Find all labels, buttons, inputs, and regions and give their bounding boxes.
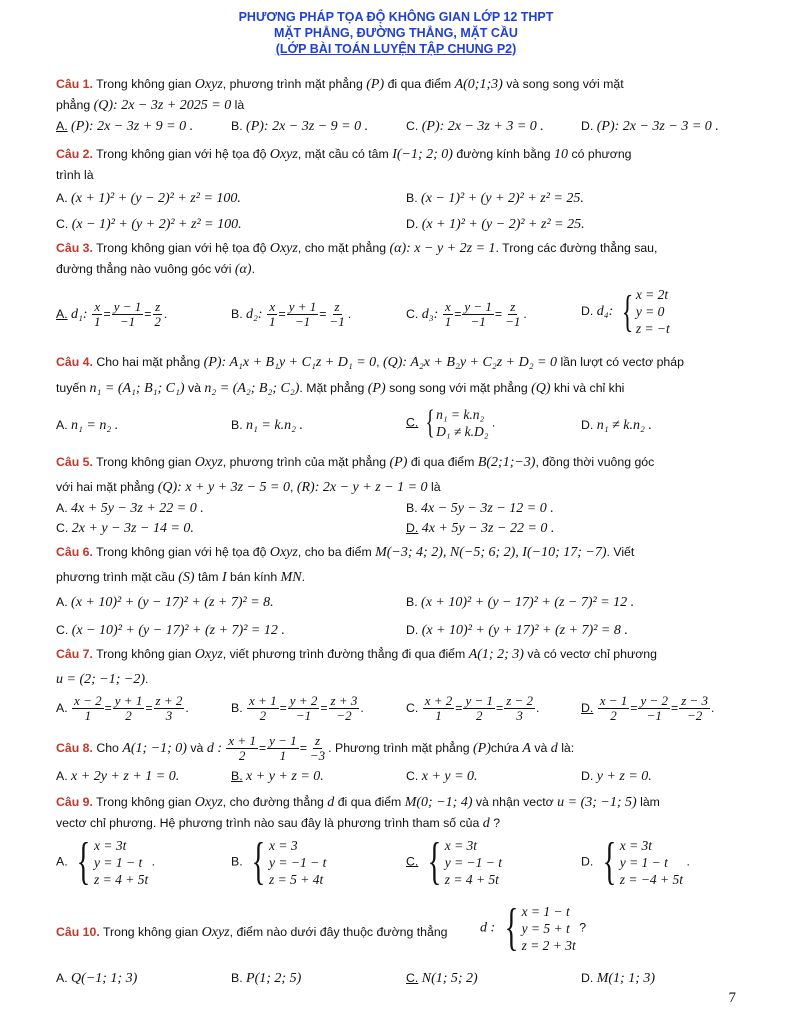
option-d[interactable]: D. (x + 10)² + (y + 17)² + (z + 7)² = 8 . [406,623,628,638]
question-text: đi qua điểm [337,795,402,809]
question-text: Trong không gian [96,795,192,809]
math: Oxyz [269,545,298,560]
question-5: Câu 5. Trong không gian Oxyz, phương trình của mặt phẳng (P) đi qua điểm B(2;1;−3), đồng thời vuông góc với hai mặt phẳng (Q): x + y + 3z − 5 = 0, (R): 2x − y + z − 1 = 0 là A. 4x + 5y − 3z + 22 = 0 . B. 4x − 5y − 3z − 12 = 0 . C. 2x + y − 3z − 14 = 0. D. 4x + 5y − 3z − 22 = 0 . [56,452,736,498]
question-text: Trong không gian [96,77,192,91]
fraction: $\frac{x - 1}{2}$ [599,693,628,723]
question-9: Câu 9. Trong không gian Oxyz, cho đường thẳng d đi qua điểm M(0; −1; 4) và nhận vectơ u = (3; −1; 5) làm vectơ chỉ phương. Hệ phương trình nào sau đây là phương trình tham số của d ? A. { x = 3t y = 1 − t z = 4 + 5t . B. { x = 3 y = −1 − t z = 5 + 4t C. { x = 3t y = −1 − t z = 4 + 5t D. { x = 3t y = 1 − t z = −4 + 5t . [56,795,690,890]
question-text: với hai mặt phẳng [56,480,155,494]
math: A(1; 2; 3) [468,647,524,662]
question-text: Trong không gian [96,647,192,661]
math: u = (2; −1; −2) [56,672,145,687]
option-c[interactable]: C. d₃: $\frac{x}{1}$ = $\frac{y - 1}{-1}$ = $\frac{z}{-1}$ . [406,299,527,329]
option-b[interactable]: B. d₂: $\frac{x}{1}$ = $\frac{y + 1}{-1}$ = $\frac{z}{-1}$ . [231,299,352,329]
option-d[interactable]: D. (P): 2x − 3z − 3 = 0 . [581,119,719,134]
math: d [550,740,558,756]
question-text: , đồng thời vuông góc [535,455,655,469]
question-text: có phương [571,147,632,161]
fraction: $\frac{y - 1}{1}$ [269,733,297,763]
math: (Q): A₂x + B₂y + C₂z + D₂ = 0 [383,355,558,370]
option-b[interactable]: B. x + y + z = 0. [231,769,324,784]
math: 10 [554,147,569,162]
math: n₁ = (A₁; B₁; C₁) [89,381,185,396]
option-a[interactable]: A. x + 2y + z + 1 = 0. [56,769,180,784]
math: Oxyz [194,647,223,662]
question-text: là [430,480,441,494]
fraction: $\frac{x + 1}{2}$ [228,733,256,763]
question-text: , cho ba điểm [297,545,372,559]
option-b[interactable]: B. { x = 3 y = −1 − t z = 5 + 4t [231,833,327,890]
fraction: $\frac{z - 2}{3}$ [506,693,534,723]
equation-system: { x = 3t y = 1 − t z = 4 + 5t [76,833,149,890]
option-a[interactable]: A. n₁ = n₂ . [56,418,119,433]
math: (α) [234,262,252,277]
header-subtitle-2: (LỚP BÀI TOÁN LUYỆN TẬP CHUNG P2) [275,42,517,56]
question-text: phương trình mặt cầu [56,570,175,584]
question-text: và có vectơ chỉ phương [527,647,657,661]
option-c[interactable]: C. N(1; 5; 2) [406,971,478,986]
math: d [482,816,490,831]
fraction: $\frac{z}{-1}$ [329,299,345,329]
option-c[interactable]: C. (x − 10)² + (y − 17)² + (z + 7)² = 12 . [56,623,285,638]
fraction: $\frac{x}{1}$ [94,299,101,329]
fraction: $\frac{y + 1}{-1}$ [288,299,317,329]
question-text: làm [640,795,660,809]
option-d[interactable]: D. y + z = 0. [581,769,652,784]
question-7: Câu 7. Trong không gian Oxyz, viết phương trình đường thẳng đi qua điểm A(1; 2; 3) và có vectơ chỉ phương u = (2; −1; −2). A. $\frac{x - 2}{1}$ = $\frac{y + 1}{2}$ = $\frac{z + 2}{3}$ . B. $\frac{x + 1}{2}$ = $\frac{y + 2}{-1}$ = $\frac{z + 3}{-2}$ . C. $\frac{x + 2}{1}$ = $\frac{y - 1}{2}$ = $\frac{z - 2}{3}$ . D. $\frac{x - 1}{2}$ = $\frac{y - 2}{-1}$ = $\frac{z - 3}{-2}$ . [56,647,715,723]
fraction: $\frac{z}{2}$ [154,299,161,329]
option-b[interactable]: B. 4x − 5y − 3z − 12 = 0 . [406,501,554,516]
math: (P): A₁x + B₁y + C₁z + D₁ = 0 [203,355,377,370]
equation-system: { x = 1 − t y = 5 + t z = 2 + 3t [504,899,576,956]
fraction: $\frac{x + 1}{2}$ [249,693,277,723]
math: u = (3; −1; 5) [557,795,637,810]
math: (Q): 2x − 3z + 2025 = 0 [93,98,232,113]
question-3 [56,238,736,336]
question-label: Câu 6. [56,545,93,559]
option-d[interactable]: D. n₁ ≠ k.n₂ . [581,418,652,433]
fraction: $\frac{y - 1}{-1}$ [113,299,142,329]
question-label: Câu 8. [56,740,93,755]
question-label: Câu 2. [56,147,93,161]
option-d[interactable]: D. 4x + 5y − 3z − 22 = 0 . [406,521,555,536]
fraction: $\frac{x + 2}{1}$ [424,693,453,723]
fraction: $\frac{x}{1}$ [444,299,452,329]
option-c[interactable]: C. (P): 2x − 3z + 3 = 0 . [406,119,544,134]
option-c[interactable]: C. { n₁ = k.n₂ D₁ ≠ k.D₂ . [406,404,496,441]
option-a[interactable]: A. { x = 3t y = 1 − t z = 4 + 5t . [56,833,156,890]
question-text: đi qua điểm [410,455,475,469]
question-text: và nhận vectơ [475,795,554,809]
question-label: Câu 5. [56,455,93,469]
math: Oxyz [194,795,223,810]
fraction: $\frac{z}{-1}$ [505,299,521,329]
fraction: $\frac{z + 2}{3}$ [155,693,183,723]
question-text: Trong không gian [102,925,199,939]
math: Oxyz [269,147,298,162]
option-b[interactable]: B. P(1; 2; 5) [231,971,302,986]
fraction: $\frac{y - 1}{-1}$ [464,299,492,329]
question-text: . [251,262,255,276]
math: Oxyz [269,241,298,256]
question-label: Câu 4. [56,355,93,369]
option-a[interactable]: A. 4x + 5y − 3z + 22 = 0 . [56,501,204,516]
question-text: , cho đường thẳng [222,795,324,809]
option-a[interactable]: A. $\frac{x - 2}{1}$ = $\frac{y + 1}{2}$ = $\frac{z + 2}{3}$ . [56,693,189,723]
question-text: . Phương trình mặt phẳng [328,740,470,755]
math: (P) [367,381,386,396]
math: A(0;1;3) [454,77,503,92]
question-text: , viết phương trình đường thẳng đi qua điểm [222,647,466,661]
question-label: Câu 7. [56,647,93,661]
math: (P) [472,740,491,756]
question-text: Trong không gian với hệ tọa độ [96,241,267,255]
question-text: lần lượt có vectơ pháp [560,355,684,369]
option-d[interactable]: D. d₄: { x = 2t y = 0 z = −t [581,286,670,336]
option-b[interactable]: B. (x + 10)² + (y − 17)² + (z − 7)² = 12 . [406,595,635,610]
math: B(2;1;−3) [477,455,536,470]
math: I [221,570,227,585]
question-text: khi và chỉ khi [554,381,625,395]
math: n₂ = (A₂; B₂; C₂) [204,381,300,396]
question-text: là [234,98,245,112]
equation-system: { x = 2t y = 0 z = −t [621,286,670,336]
question-text: , cho mặt phẳng [297,241,387,255]
question-text: Cho [96,740,119,755]
option-d[interactable]: D. (x + 1)² + (y − 2)² + z² = 25. [406,217,585,232]
math: d : [480,920,496,936]
fraction: $\frac{z + 3}{-2}$ [330,693,358,723]
question-1 [56,74,736,134]
question-label: Câu 3. [56,241,93,255]
math: MN [280,570,302,585]
question-text: , điểm nào dưới đây thuộc đường thẳng [229,925,448,939]
math: Oxyz [194,77,223,92]
question-text: phẳng [56,98,91,112]
question-2 [56,144,736,232]
question-text: đi qua điểm [387,77,452,91]
option-b[interactable]: B. n₁ = k.n₂ . [231,418,303,433]
question-text: Cho hai mặt phẳng [96,355,201,369]
option-a[interactable]: A. (x + 1)² + (y − 2)² + z² = 100. [56,191,241,206]
question-label: Câu 9. [56,795,93,809]
option-c[interactable]: C. x + y = 0. [406,769,478,784]
option-c[interactable]: C. 2x + y − 3z − 14 = 0. [56,521,194,536]
math: Oxyz [194,455,223,470]
question-6: Câu 6. Trong không gian với hệ tọa độ Oxyz, cho ba điểm M(−3; 4; 2), N(−5; 6; 2), I(−10; 17; −7). Viết phương trình mặt cầu (S) tâm I bán kính MN. A. (x + 10)² + (y − 17)² + (z + 7)² = 8. B. (x + 10)² + (y − 17)² + (z − 7)² = 12 . C. (x − 10)² + (y − 17)² + (z + 7)² = 12 . D. (x + 10)² + (y + 17)² + (z + 7)² = 8 . [56,542,736,588]
question-text: bán kính [230,570,278,584]
math: Oxyz [201,925,230,940]
option-a[interactable]: A. (P): 2x − 3z + 9 = 0 . [56,119,194,134]
question-label: Câu 10. [56,925,100,939]
option-c[interactable]: C. $\frac{x + 2}{1}$ = $\frac{y - 1}{2}$ = $\frac{z - 2}{3}$ . [406,693,540,723]
equation-system: { x = 3t y = −1 − t z = 4 + 5t [427,833,503,890]
question-text: Trong không gian với hệ tọa độ [96,147,267,161]
question-10: Câu 10. Trong không gian Oxyz, điểm nào dưới đây thuộc đường thẳng d : { x = 1 − t y = 5 + t z = 2 + 3t ? A. Q(−1; 1; 3) B. P(1; 2; 5) C. N(1; 5; 2) D. M(1; 1; 3) [56,902,736,962]
equation-system: { x = 3t y = 1 − t z = −4 + 5t [602,833,684,890]
question-text: đường thẳng nào vuông góc với [56,262,232,276]
fraction: $\frac{y - 1}{2}$ [465,693,494,723]
question-text: . Trong các đường thẳng sau, [495,241,658,255]
math: M(0; −1; 4) [404,795,473,810]
question-text: tuyến [56,381,87,395]
question-text: , phương trình của mặt phẳng [222,455,387,469]
header-subtitle: MẶT PHẲNG, ĐƯỜNG THẲNG, MẶT CẦU [274,26,518,40]
option-c[interactable]: C. (x − 1)² + (y + 2)² + z² = 100. [56,217,242,232]
fraction: $\frac{z - 3}{-2}$ [681,693,709,723]
math: (Q): x + y + 3z − 5 = 0 [157,480,290,495]
question-text: tâm [198,570,219,584]
question-text: . Viết [606,545,635,559]
math: M(−3; 4; 2), N(−5; 6; 2), I(−10; 17; −7) [375,545,607,560]
option-a[interactable]: A. Q(−1; 1; 3) [56,971,138,986]
question-text: và song song với mặt [506,77,624,91]
equation-system: { n₁ = k.n₂ D₁ ≠ k.D₂ [425,404,489,441]
fraction: $\frac{x}{1}$ [269,299,276,329]
math: (P) [366,77,385,92]
math: (P) [389,455,408,470]
math: I(−1; 2; 0) [392,147,453,162]
question-text: song song với mặt phẳng [389,381,528,395]
question-8: Câu 8. Cho A(1; −1; 0) và d : $\frac{x + 1}{2}$ = $\frac{y - 1}{1}$ = $\frac{z}{-3}$ . Phương trình mặt phẳng (P)chứa A và d là: A. x + 2y + z + 1 = 0. B. x + y + z = 0. C. x + y = 0. D. y + z = 0. [56,734,736,763]
question-text: chứa [490,740,519,755]
option-d[interactable]: D. M(1; 1; 3) [581,971,656,986]
math: (Q) [531,381,551,396]
fraction: $\frac{y + 1}{2}$ [114,693,143,723]
math: A(1; −1; 0) [122,740,187,756]
question-text: là: [561,740,575,755]
math: d [327,795,335,810]
option-b[interactable]: B. (x − 1)² + (y + 2)² + z² = 25. [406,191,584,206]
math: A [522,740,531,756]
question-text: . Mặt phẳng [299,381,365,395]
question-text: Trong không gian với hệ tọa độ [96,545,267,559]
math: d : [206,740,222,756]
math: (S) [178,570,195,585]
header-title: PHƯƠNG PHÁP TỌA ĐỘ KHÔNG GIAN LỚP 12 THPT [238,10,554,24]
question-text: trình là [56,168,94,182]
question-text: , mặt cầu có tâm [297,147,389,161]
fraction: $\frac{y - 2}{-1}$ [640,693,669,723]
option-d[interactable]: D. { x = 3t y = 1 − t z = −4 + 5t . [581,833,690,890]
fraction: $\frac{y + 2}{-1}$ [289,693,318,723]
option-b[interactable]: B. $\frac{x + 1}{2}$ = $\frac{y + 2}{-1}$ = $\frac{z + 3}{-2}$ . [231,693,364,723]
fraction: $\frac{z}{-3}$ [309,733,326,763]
page-number: 7 [728,990,736,1006]
option-a[interactable]: A. (x + 10)² + (y − 17)² + (z + 7)² = 8. [56,595,274,610]
equation-system: { x = 3 y = −1 − t z = 5 + 4t [251,833,327,890]
math: (α): x − y + 2z = 1 [389,241,496,256]
option-a[interactable]: A. d₁: $\frac{x}{1}$ = $\frac{y - 1}{-1}$ = $\frac{z}{2}$ . [56,299,168,329]
question-text: , phương trình mặt phẳng [222,77,363,91]
option-c[interactable]: C. { x = 3t y = −1 − t z = 4 + 5t [406,833,503,890]
question-text: vectơ chỉ phương. Hệ phương trình nào sau đây là phương trình tham số của [56,816,480,830]
option-d[interactable]: D. $\frac{x - 1}{2}$ = $\frac{y - 2}{-1}$ = $\frac{z - 3}{-2}$ . [581,693,715,723]
question-label: Câu 1. [56,77,93,91]
question-text: đường kính bằng [456,147,551,161]
question-text: Trong không gian [96,455,192,469]
question-4: Câu 4. Cho hai mặt phẳng (P): A₁x + B₁y + C₁z + D₁ = 0, (Q): A₂x + B₂y + C₂z + D₂ = 0 lần lượt có vectơ pháp tuyến n₁ = (A₁; B₁; C₁) và n₂ = (A₂; B₂; C₂). Mặt phẳng (P) song song với mặt phẳng (Q) khi và chỉ khi A. n₁ = n₂ . B. n₁ = k.n₂ . C. { n₁ = k.n₂ D₁ ≠ k.D₂ . D. n₁ ≠ k.n₂ . [56,355,684,441]
option-b[interactable]: B. (P): 2x − 3z − 9 = 0 . [231,119,369,134]
math: (R): 2x − y + z − 1 = 0 [296,480,428,495]
fraction: $\frac{x - 2}{1}$ [74,693,102,723]
